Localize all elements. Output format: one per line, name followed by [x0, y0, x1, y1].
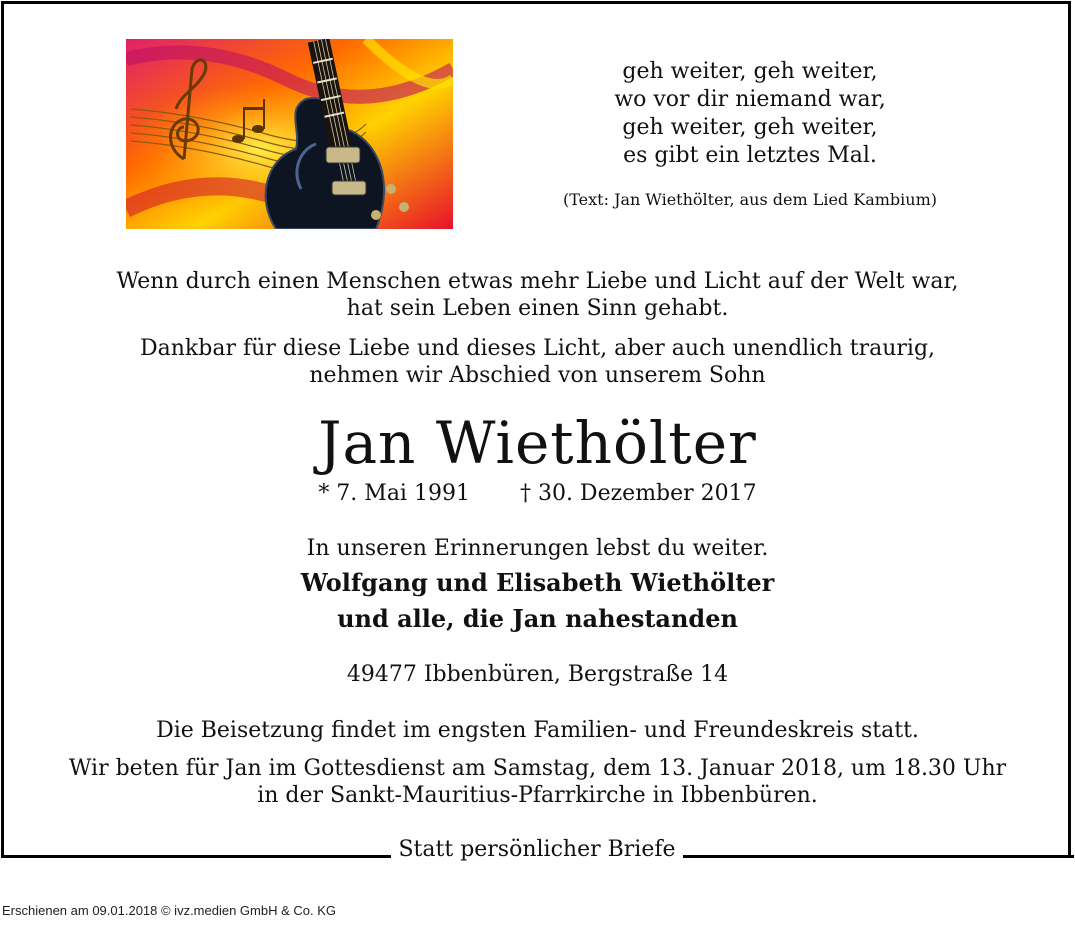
service-info — [0, 755, 1075, 809]
farewell-text — [0, 335, 1075, 389]
funeral-info: Die Beisetzung findet im engsten Familien- und Freundeskreis statt. — [156, 718, 919, 743]
service-line: Wir beten für Jan im Gottesdienst am Samstag, dem 13. Januar 2018, um 18.30 Uhr — [68, 756, 1007, 781]
intro-line: hat sein Leben einen Sinn gehabt. — [346, 296, 729, 321]
farewell-line: Dankbar für diese Liebe und dieses Licht, aber auch unendlich traurig, — [139, 336, 936, 361]
life-dates — [0, 480, 1075, 507]
poem-line: geh weiter, geh weiter, — [622, 59, 878, 84]
intro-text — [0, 268, 1075, 322]
memory-line: In unseren Erinnerungen lebst du weiter. — [306, 536, 769, 561]
frame-bottom-rule-left — [1, 855, 391, 858]
mourner-names: Wolfgang und Elisabeth Wiethölter — [300, 568, 775, 597]
poem-line: wo vor dir niemand war, — [614, 87, 886, 112]
deceased-name: Jan Wiethölter — [318, 409, 757, 477]
service-line: in der Sankt-Mauritius-Pfarrkirche in Ibbenbüren. — [257, 783, 818, 808]
birth-date: * 7. Mai 1991 — [318, 481, 470, 506]
poem-line: geh weiter, geh weiter, — [622, 115, 878, 140]
guitar-image — [126, 39, 453, 229]
imprint: Erschienen am 09.01.2018 © ivz.medien GmbH & Co. KG — [2, 903, 337, 918]
frame-bottom-rule-right — [683, 855, 1074, 858]
poem-line: es gibt ein letztes Mal. — [623, 143, 877, 168]
poem-credit: (Text: Jan Wiethölter, aus dem Lied Kambium) — [563, 190, 937, 209]
intro-line: Wenn durch einen Menschen etwas mehr Liebe und Licht auf der Welt war, — [116, 269, 959, 294]
footer-note: Statt persönlicher Briefe — [398, 837, 676, 862]
mourner-others: und alle, die Jan nahestanden — [337, 604, 738, 633]
death-date: † 30. Dezember 2017 — [519, 481, 757, 506]
farewell-line: nehmen wir Abschied von unserem Sohn — [309, 363, 766, 388]
poem — [560, 58, 940, 170]
address: 49477 Ibbenbüren, Bergstraße 14 — [346, 662, 729, 687]
